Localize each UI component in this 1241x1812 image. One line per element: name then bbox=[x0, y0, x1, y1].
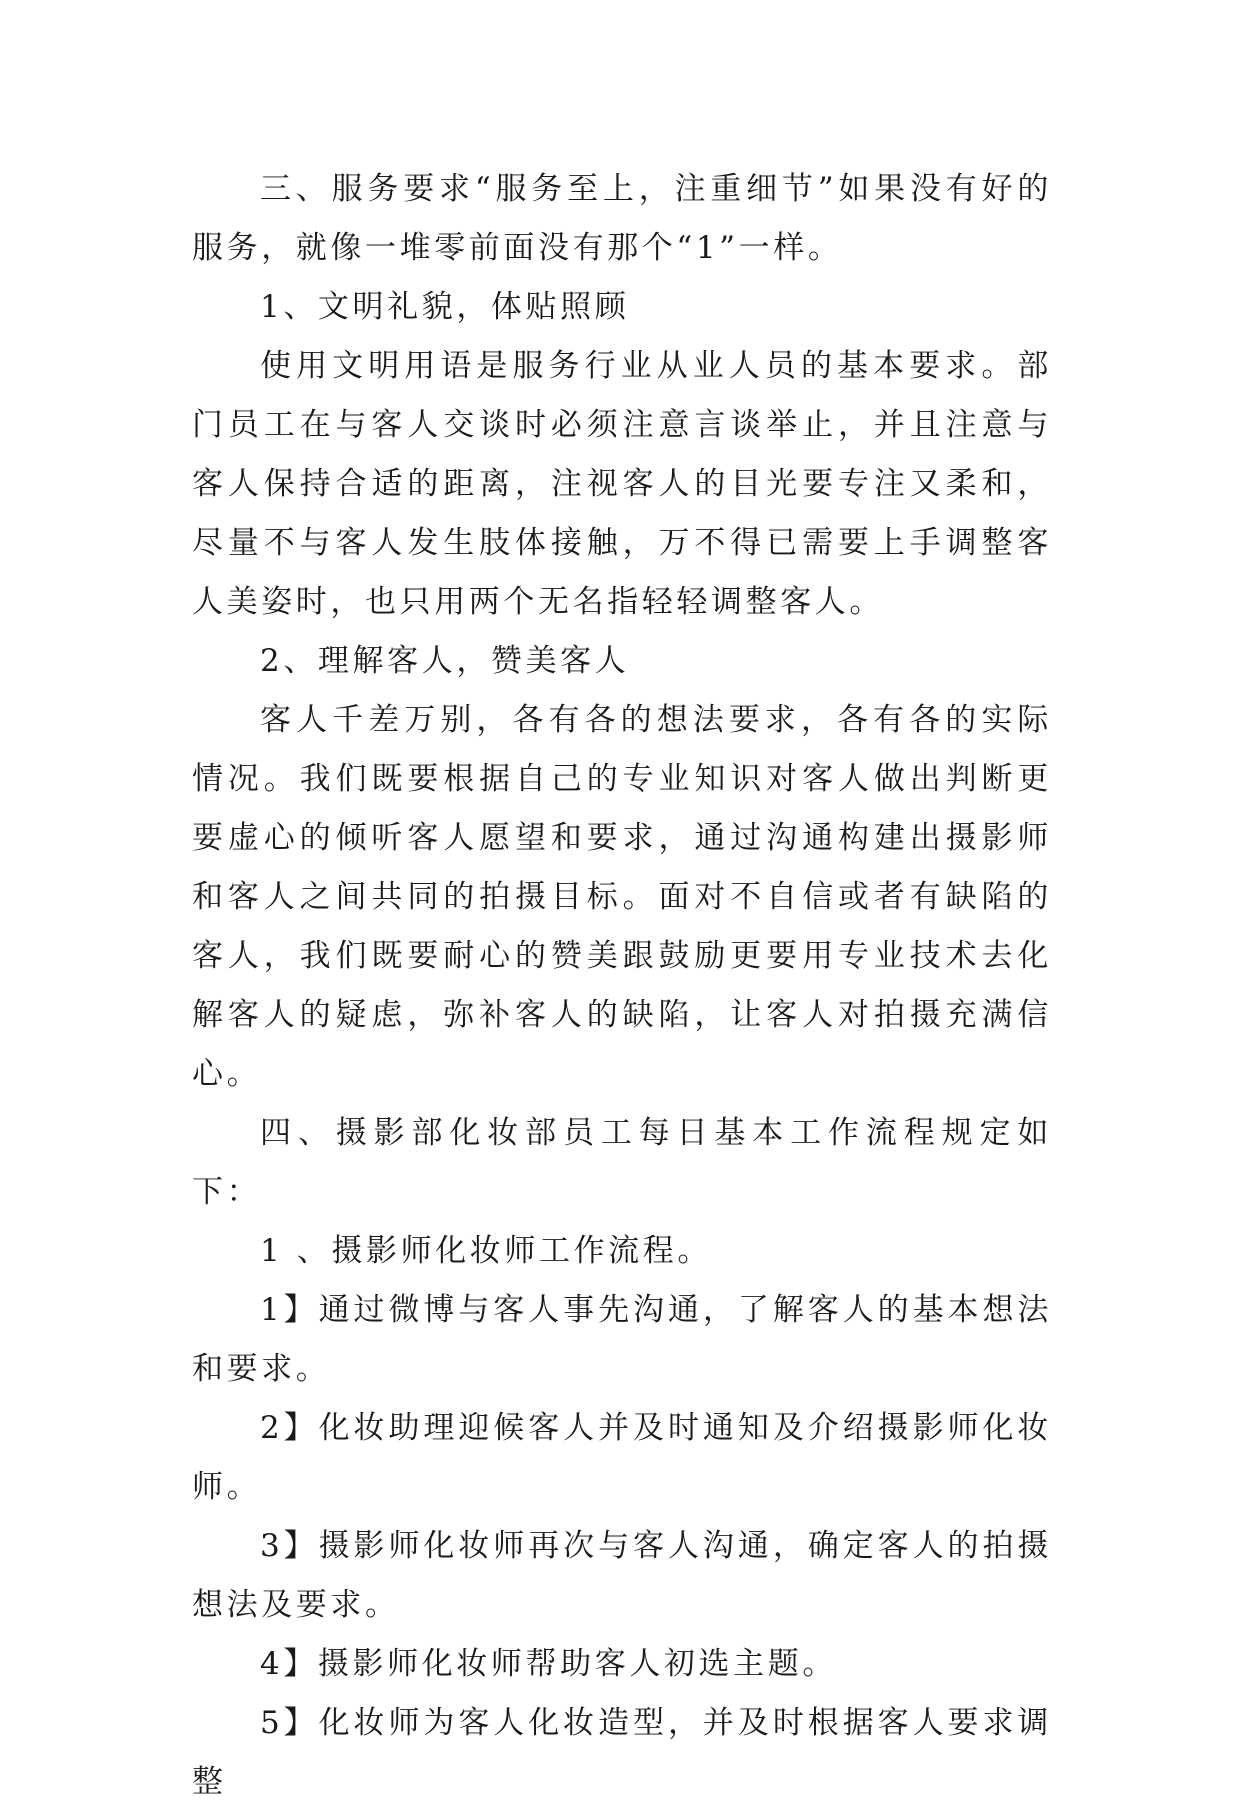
workflow-step-2: 2】化妆助理迎候客人并及时通知及介绍摄影师化妆师。 bbox=[192, 1410, 1052, 1505]
workflow-step-5: 5】化妆师为客人化妆造型，并及时根据客人要求调整 bbox=[192, 1705, 1052, 1800]
section-heading-service-requirements: 三、服务要求“服务至上，注重细节”如果没有好的服务，就像一堆零前面没有那个“1”一样。 bbox=[192, 171, 1052, 266]
subheading-courtesy: 1、文明礼貌，体贴照顾 bbox=[260, 289, 630, 325]
document-body bbox=[192, 160, 1052, 1812]
workflow-step-4: 4】摄影师化妆师帮助客人初选主题。 bbox=[260, 1646, 837, 1682]
workflow-step-3: 3】摄影师化妆师再次与客人沟通，确定客人的拍摄想法及要求。 bbox=[192, 1528, 1052, 1623]
subheading-photographer-workflow: 1 、摄影师化妆师工作流程。 bbox=[260, 1233, 712, 1269]
workflow-step-1: 1】通过微博与客人事先沟通，了解客人的基本想法和要求。 bbox=[192, 1292, 1052, 1387]
paragraph-understand-customers: 客人千差万别，各有各的想法要求，各有各的实际情况。我们既要根据自己的专业知识对客人做出判断更要虚心的倾听客人愿望和要求，通过沟通构建出摄影师和客人之间共同的拍摄目标。面对不自信或者有缺陷的客人，我们既要耐心的赞美跟鼓励更要用专业技术去化解客人的疑虑，弥补客人的缺陷，让客人对拍摄充满信心。 bbox=[192, 702, 1052, 1092]
paragraph-courtesy: 使用文明用语是服务行业从业人员的基本要求。部门员工在与客人交谈时必须注意言谈举止，并且注意与客人保持合适的距离，注视客人的目光要专注又柔和，尽量不与客人发生肢体接触，万不得已需要上手调整客人美姿时，也只用两个无名指轻轻调整客人。 bbox=[192, 348, 1052, 620]
section-heading-workflow: 四、摄影部化妆部员工每日基本工作流程规定如下： bbox=[192, 1115, 1052, 1210]
subheading-understand-customers: 2、理解客人，赞美客人 bbox=[260, 643, 630, 679]
